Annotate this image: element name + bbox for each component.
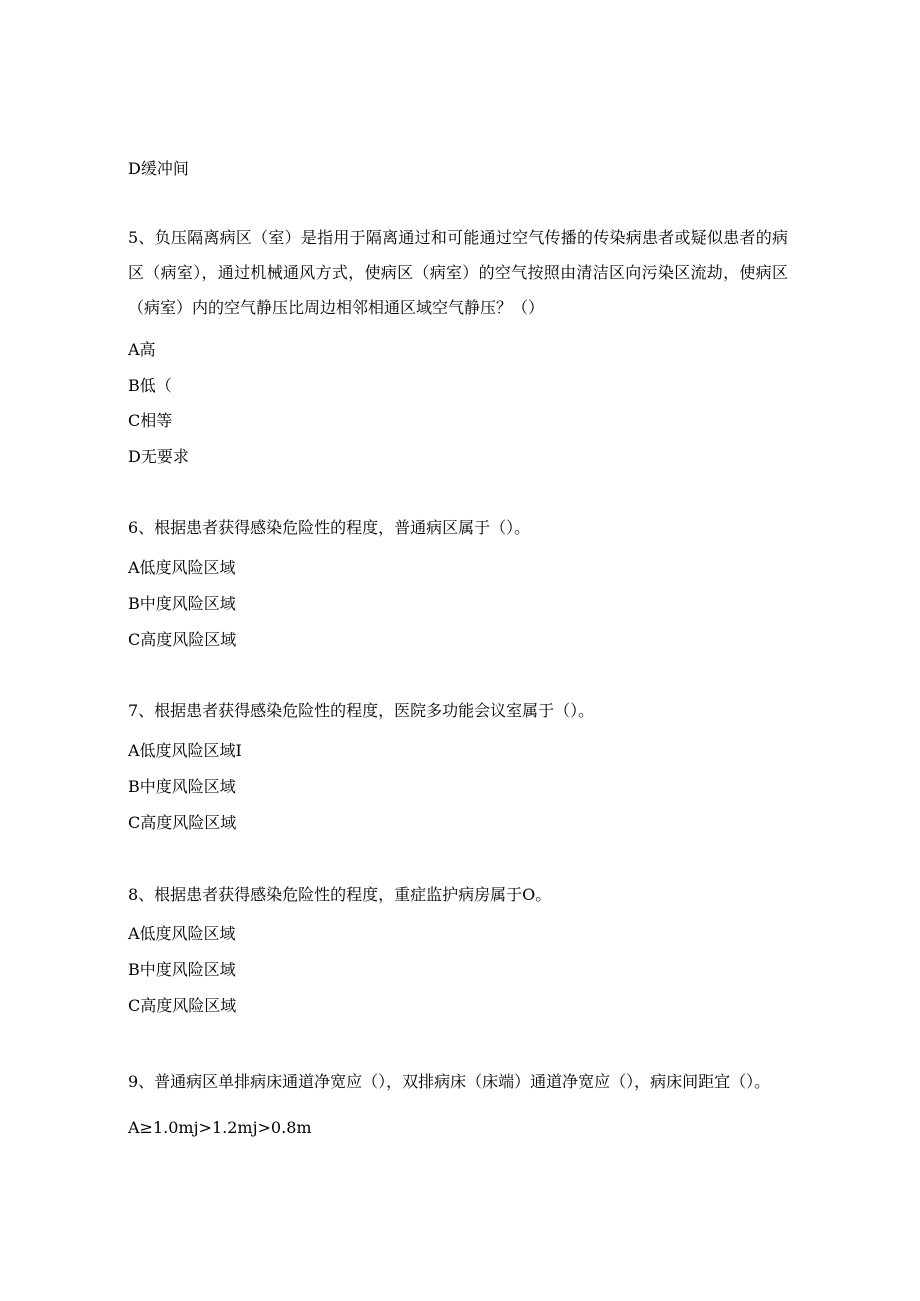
question-9-option-a: A≥1.0mj>1.2mj>0.8m — [128, 1118, 312, 1137]
question-7-option-c: C高度风险区域 — [128, 813, 237, 832]
question-6-stem: 6、根据患者获得感染危险性的程度，普通病区属于（）。 — [128, 518, 531, 537]
question-8-stem: 8、根据患者获得感染危险性的程度，重症监护病房属于O。 — [128, 885, 552, 904]
question-8-option-a: A低度风险区域 — [128, 924, 236, 943]
question-8-option-b: B中度风险区域 — [128, 960, 236, 979]
question-7-stem: 7、根据患者获得感染危险性的程度，医院多功能会议室属于（）。 — [128, 701, 595, 720]
question-7-option-b: B中度风险区域 — [128, 777, 236, 796]
question-9-stem: 9、普通病区单排病床通道净宽应（），双排病床（床端）通道净宽应（），病床间距宜（）。 — [128, 1072, 771, 1091]
question-6-option-c: C高度风险区域 — [128, 630, 237, 649]
question-8-option-c: C高度风险区域 — [128, 996, 237, 1015]
question-5-option-a: A高 — [128, 340, 156, 359]
question-5-option-c: C相等 — [128, 411, 173, 430]
question-5-option-b: B低（ — [128, 376, 172, 395]
question-6-option-b: B中度风险区域 — [128, 594, 236, 613]
option-d-previous: D缓冲间 — [128, 159, 189, 178]
question-5-option-d: D无要求 — [128, 447, 189, 466]
question-7-option-a: A低度风险区域I — [128, 741, 242, 760]
question-6-option-a: A低度风险区域 — [128, 558, 236, 577]
question-5-stem: 5、负压隔离病区（室）是指用于隔离通过和可能通过空气传播的传染病患者或疑似患者的病区（病室），通过机械通风方式，使病区（病室）的空气按照由清洁区向污染区流劫，使病区（病室）内的空气静压比周边相邻相通区域空气静压？（） — [128, 228, 788, 317]
